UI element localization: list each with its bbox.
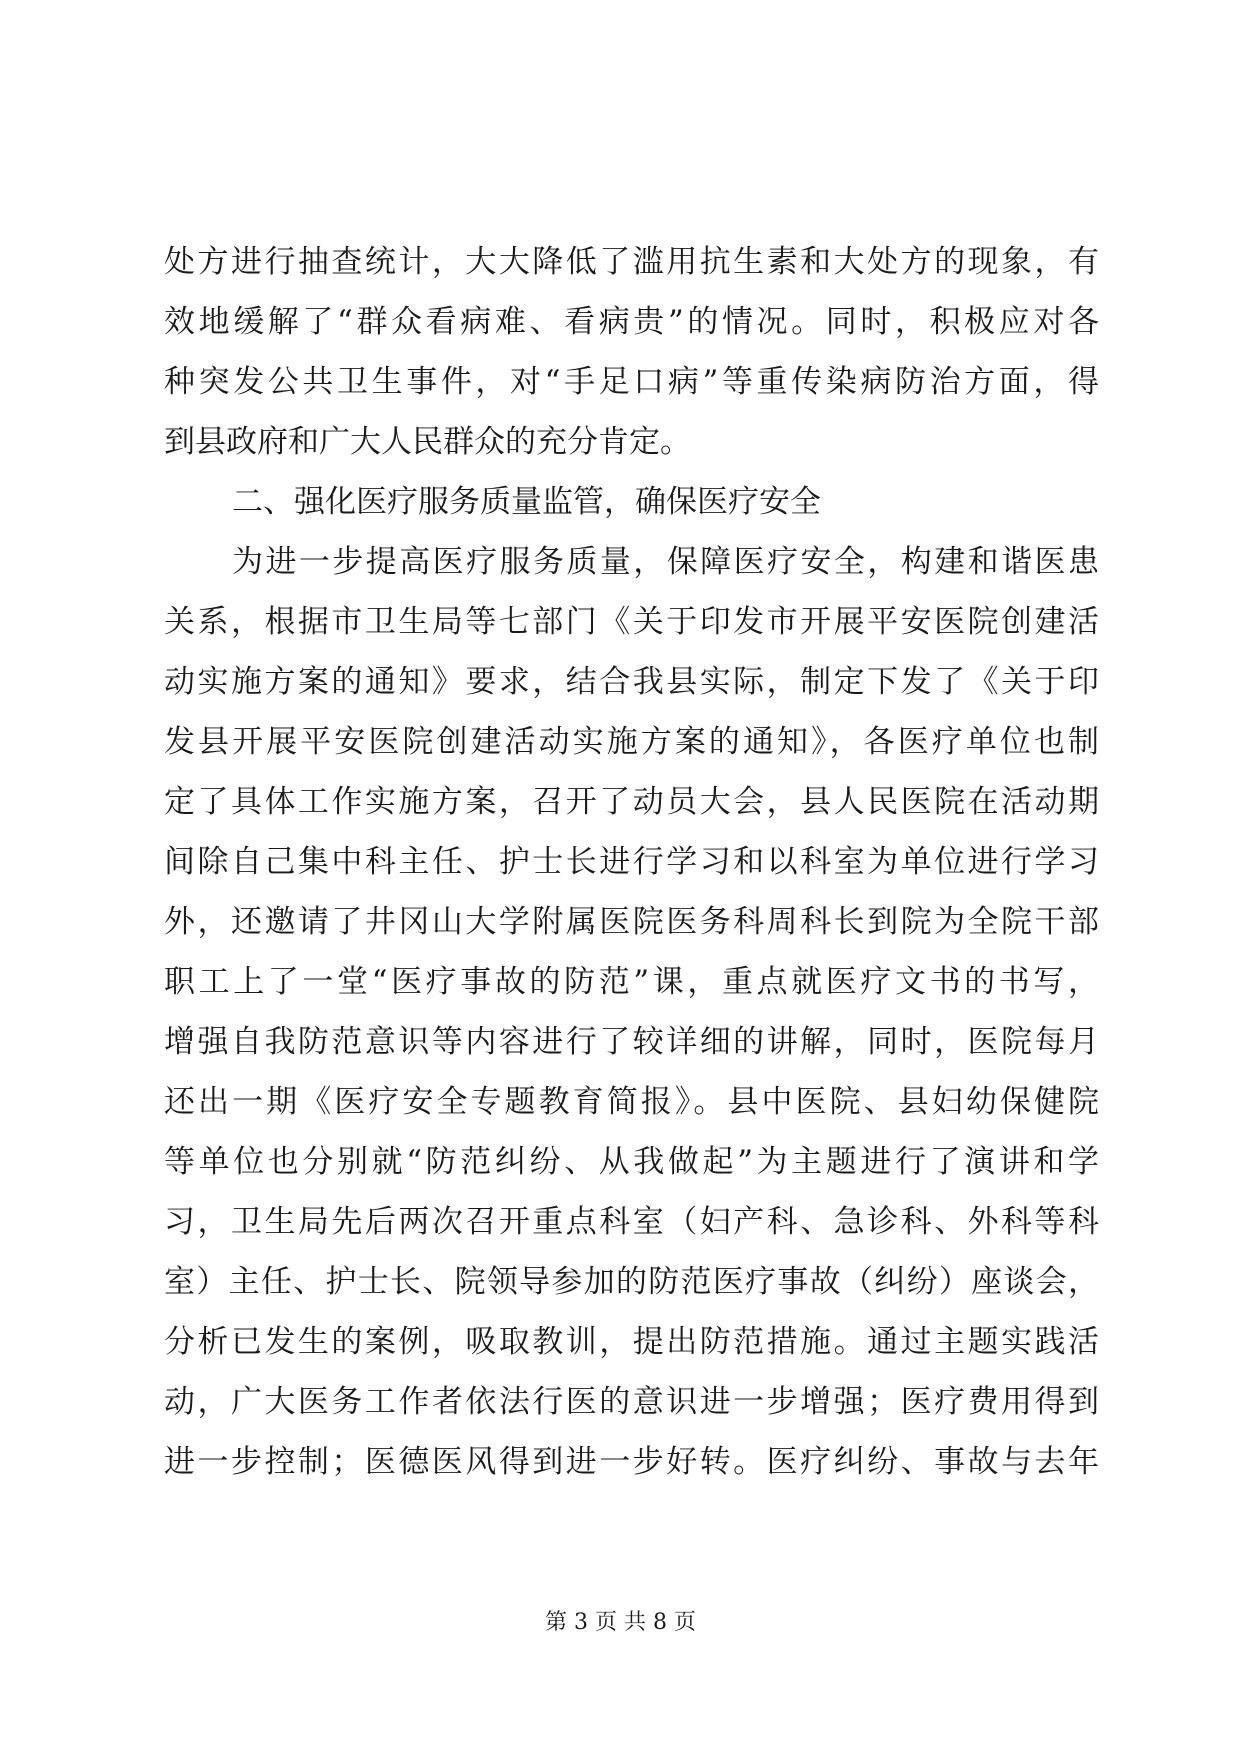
text-line: 还出一期《医疗安全专题教育简报》。县中医院、县妇幼保健院 — [164, 1084, 1099, 1120]
text-line: 动，广大医务工作者依法行医的意识进一步增强；医疗费用得到 — [164, 1384, 1099, 1420]
text-line: 定了具体工作实施方案，召开了动员大会，县人民医院在活动期 — [164, 784, 1099, 820]
text-line: 进一步控制；医德医风得到进一步好转。医疗纠纷、事故与去年 — [164, 1444, 1099, 1480]
text-line: 关系，根据市卫生局等七部门《关于印发市开展平安医院创建活 — [164, 604, 1099, 640]
section-heading: 二、强化医疗服务质量监管，确保医疗安全 — [232, 484, 821, 520]
text-line: 室）主任、护士长、院领导参加的防范医疗事故（纠纷）座谈会， — [164, 1264, 1099, 1300]
text-line: 处方进行抽查统计，大大降低了滥用抗生素和大处方的现象，有 — [164, 244, 1099, 280]
text-line: 职工上了一堂“医疗事故的防范”课，重点就医疗文书的书写， — [164, 964, 1099, 1000]
text-line: 分析已发生的案例，吸取教训，提出防范措施。通过主题实践活 — [164, 1324, 1099, 1360]
text-line: 发县开展平安医院创建活动实施方案的通知》，各医疗单位也制 — [164, 724, 1099, 760]
text-line: 间除自己集中科主任、护士长进行学习和以科室为单位进行学习 — [164, 844, 1099, 880]
text-line: 到县政府和广大人民群众的充分肯定。 — [164, 424, 691, 460]
text-line: 效地缓解了“群众看病难、看病贵”的情况。同时，积极应对各 — [164, 304, 1099, 340]
text-line: 增强自我防范意识等内容进行了较详细的讲解，同时，医院每月 — [164, 1024, 1099, 1060]
text-line: 为进一步提高医疗服务质量，保障医疗安全，构建和谐医患 — [232, 544, 1099, 580]
text-line: 动实施方案的通知》要求，结合我县实际，制定下发了《关于印 — [164, 664, 1099, 700]
text-line: 习，卫生局先后两次召开重点科室（妇产科、急诊科、外科等科 — [164, 1204, 1099, 1240]
text-line: 外，还邀请了井冈山大学附属医院医务科周科长到院为全院干部 — [164, 904, 1099, 940]
document-body — [164, 232, 1099, 1492]
page-number: 第 3 页 共 8 页 — [545, 1610, 696, 1635]
text-line: 等单位也分别就“防范纠纷、从我做起”为主题进行了演讲和学 — [164, 1144, 1099, 1180]
text-line: 种突发公共卫生事件，对“手足口病”等重传染病防治方面，得 — [164, 364, 1099, 400]
page-footer — [0, 1608, 1241, 1638]
